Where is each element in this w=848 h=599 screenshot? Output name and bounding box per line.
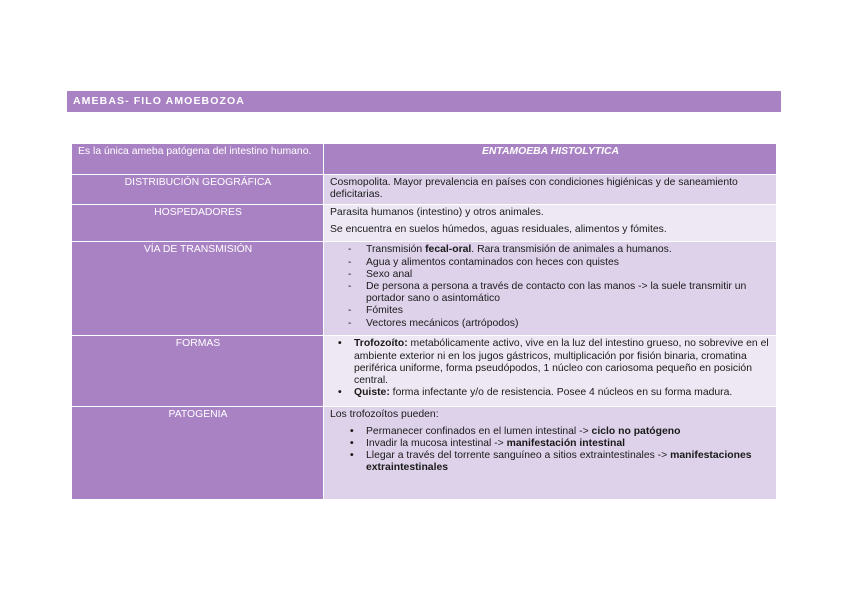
hospedadores-text-1: Parasita humanos (intestino) y otros animales.: [330, 207, 544, 219]
content-via-transmision: [324, 242, 777, 336]
list-item: • Llegar a través del torrente sanguíneo a sitios extraintestinales -> manifestaciones extraintestinales: [330, 450, 771, 474]
list-item: - Transmisión fecal-oral. Rara transmisión de animales a humanos.: [330, 244, 771, 256]
header-description: Es la única ameba patógena del intestino humano.: [72, 144, 324, 175]
via-list: [330, 244, 771, 329]
label-patogenia: PATOGENIA: [72, 407, 324, 500]
content-hospedadores: [324, 205, 777, 242]
list-item: • Permanecer confinados en el lumen intestinal -> ciclo no patógeno: [330, 426, 771, 438]
content-formas: [324, 336, 777, 407]
list-item: - Fómites: [330, 305, 771, 317]
label-distribucion: DISTRIBUCIÓN GEOGRÁFICA: [72, 175, 324, 205]
row-hospedadores: [72, 205, 777, 242]
label-hospedadores: HOSPEDADORES: [72, 205, 324, 242]
entamoeba-table: [71, 143, 777, 500]
patogenia-list: [330, 426, 771, 475]
row-via-transmision: [72, 242, 777, 336]
list-item: - Sexo anal: [330, 269, 771, 281]
list-item: • Quiste: forma infectante y/o de resistencia. Posee 4 núcleos en su forma madura.: [330, 387, 771, 399]
row-formas: [72, 336, 777, 407]
list-item: • Trofozoíto: metabólicamente activo, vive en la luz del intestino grueso, no sobrevive en el ambiente exterior ni en los jugos gástricos, multiplicación por fisión binaria, cromatina periférica uniforme, forma pseudópodos, 1 núcleo con cariosoma pequeño en posición central.: [330, 338, 771, 387]
row-distribucion: [72, 175, 777, 205]
row-patogenia: [72, 407, 777, 500]
label-formas: FORMAS: [72, 336, 324, 407]
section-banner: AMEBAS- FILO AMOEBOZOA: [67, 91, 781, 112]
list-item: - De persona a persona a través de contacto con las manos -> la suele transmitir un portador sano o asintomático: [330, 281, 771, 305]
table-header-row: [72, 144, 777, 175]
list-item: - Vectores mecánicos (artrópodos): [330, 318, 771, 330]
content-patogenia: [324, 407, 777, 500]
list-item: - Agua y alimentos contaminados con heces con quistes: [330, 257, 771, 269]
header-species-name: ENTAMOEBA HISTOLYTICA: [324, 144, 777, 175]
formas-list: [330, 338, 771, 399]
hospedadores-text-2: Se encuentra en suelos húmedos, aguas residuales, alimentos y fómites.: [330, 223, 667, 235]
list-item: • Invadir la mucosa intestinal -> manifestación intestinal: [330, 438, 771, 450]
patogenia-intro: Los trofozoítos pueden:: [330, 409, 439, 421]
content-distribucion: Cosmopolita. Mayor prevalencia en países con condiciones higiénicas y de saneamiento deficitarias.: [324, 175, 777, 205]
label-via-transmision: VÍA DE TRANSMISIÓN: [72, 242, 324, 336]
